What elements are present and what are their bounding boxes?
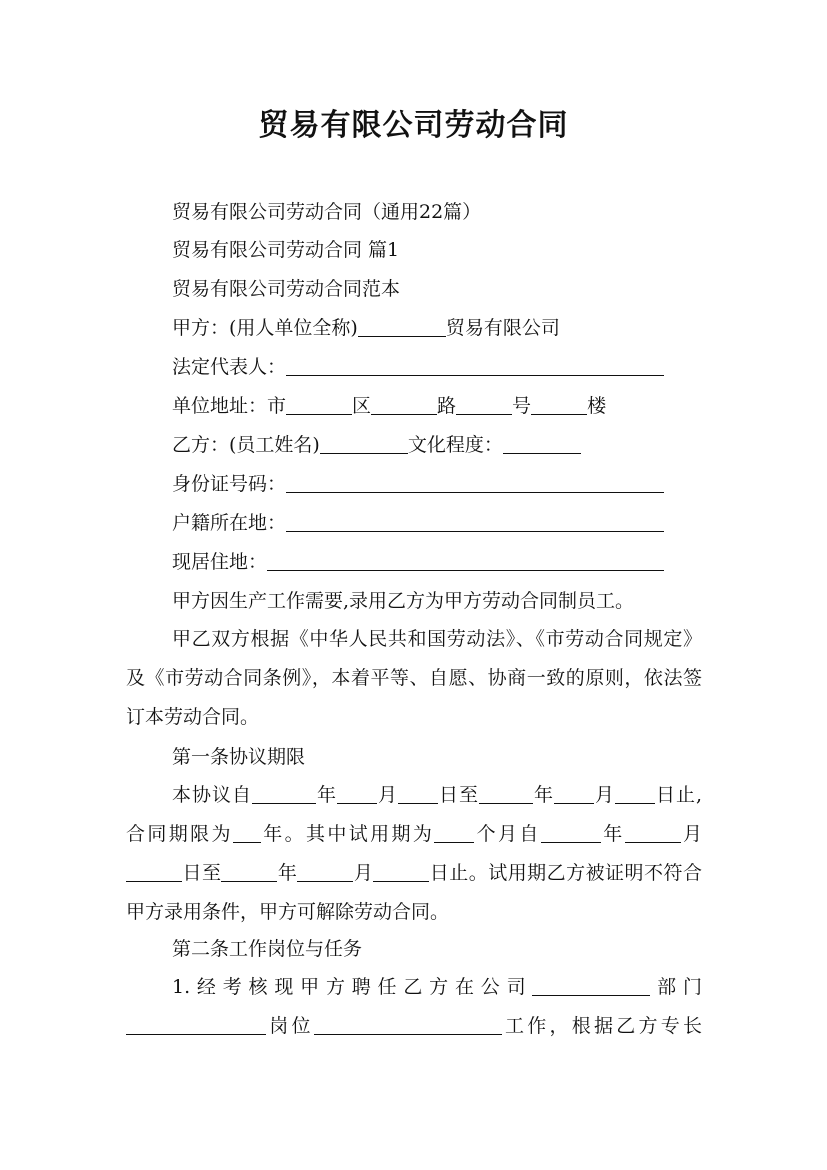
address-road-label: 路 [437, 395, 457, 417]
duty-text: 1.经考核现甲方聘任乙方在公司 [172, 976, 533, 998]
address-line [172, 394, 606, 418]
article-1-title: 第一条协议期限 [172, 746, 306, 768]
document-title: 贸易有限公司劳动合同 [258, 108, 569, 143]
term-text: 年 [600, 823, 625, 845]
legal-rep-blank [286, 356, 664, 376]
term-text: 本协议自 [172, 784, 252, 806]
address-number-label: 号 [512, 395, 532, 417]
residence-blank [267, 551, 664, 571]
party-b-label: 乙方：(员工姓名) [172, 434, 320, 456]
address-number-blank [531, 395, 587, 415]
id-label: 身份证号码： [172, 473, 287, 495]
term-text: 月 [593, 784, 615, 806]
term-text: 月 [680, 823, 702, 845]
term-blank [398, 784, 438, 804]
term-text: 年 [277, 862, 298, 884]
legal-rep-line [172, 355, 664, 379]
household-line [172, 511, 664, 535]
article-2-title: 第二条工作岗位与任务 [172, 938, 363, 960]
duty-text: 部门 [650, 976, 702, 998]
id-line [172, 472, 664, 496]
term-blank [625, 823, 681, 843]
party-a-suffix: 贸易有限公司 [445, 317, 560, 339]
duty-text: 工作，根据乙方专长 [501, 1015, 702, 1037]
document-subtitle: 贸易有限公司劳动合同（通用22篇） [172, 201, 482, 223]
term-text: 个月自 [474, 823, 541, 845]
address-label: 单位地址：市 [172, 395, 287, 417]
department-name-blank [126, 1015, 266, 1035]
term-paragraph [126, 776, 702, 932]
term-blank [479, 784, 533, 804]
term-blank [615, 784, 655, 804]
hire-paragraph: 甲方因生产工作需要,录用乙方为甲方劳动合同制员工。 [172, 590, 635, 612]
address-district-label: 区 [352, 395, 372, 417]
term-text: 日至 [182, 862, 222, 884]
term-blank [221, 862, 277, 882]
basis-paragraph: 甲乙双方根据《中华人民共和国劳动法》、《市劳动合同规定》及《市劳动合同条例》，本着平等、自愿、协商一致的原则，依法签订本劳动合同。 [126, 628, 702, 728]
term-blank [297, 862, 353, 882]
department-blank [532, 976, 650, 996]
term-blank [541, 823, 601, 843]
address-district-blank [371, 395, 437, 415]
term-text: 月 [376, 784, 398, 806]
term-blank [554, 784, 594, 804]
position-blank [314, 1015, 502, 1035]
education-blank [503, 434, 581, 454]
term-text: 月 [353, 862, 374, 884]
residence-label: 现居住地： [172, 551, 268, 573]
duty-paragraph [126, 968, 702, 1046]
address-city-blank [286, 395, 352, 415]
party-a-blank [358, 317, 446, 337]
id-blank [286, 473, 664, 493]
address-building-label: 楼 [587, 395, 607, 417]
party-a-label: 甲方：(用人单位全称) [172, 317, 358, 339]
education-label: 文化程度： [407, 434, 503, 456]
term-blank [337, 784, 377, 804]
party-a-line [172, 316, 560, 340]
term-blank [126, 862, 182, 882]
term-text: 年。其中试用期为 [260, 823, 435, 845]
term-text: 年 [315, 784, 337, 806]
residence-line [172, 550, 664, 574]
legal-rep-label: 法定代表人： [172, 356, 287, 378]
term-text: 日止。试用期乙方被证明不符合甲方录用条件，甲方可解除劳动合同。 [126, 862, 702, 923]
term-blank [373, 862, 429, 882]
party-b-blank [320, 434, 408, 454]
term-text: 日止,合同期限为 [126, 784, 702, 845]
party-b-line [172, 433, 581, 457]
term-blank [252, 784, 316, 804]
term-text: 年 [532, 784, 554, 806]
term-blank [434, 823, 474, 843]
duty-text: 岗位 [266, 1015, 314, 1037]
term-text: 日至 [437, 784, 479, 806]
term-blank [233, 823, 261, 843]
household-blank [286, 512, 664, 532]
household-label: 户籍所在地： [172, 512, 287, 534]
template-name: 贸易有限公司劳动合同范本 [172, 278, 401, 300]
section-heading: 贸易有限公司劳动合同 篇1 [172, 239, 400, 261]
address-road-blank [456, 395, 512, 415]
